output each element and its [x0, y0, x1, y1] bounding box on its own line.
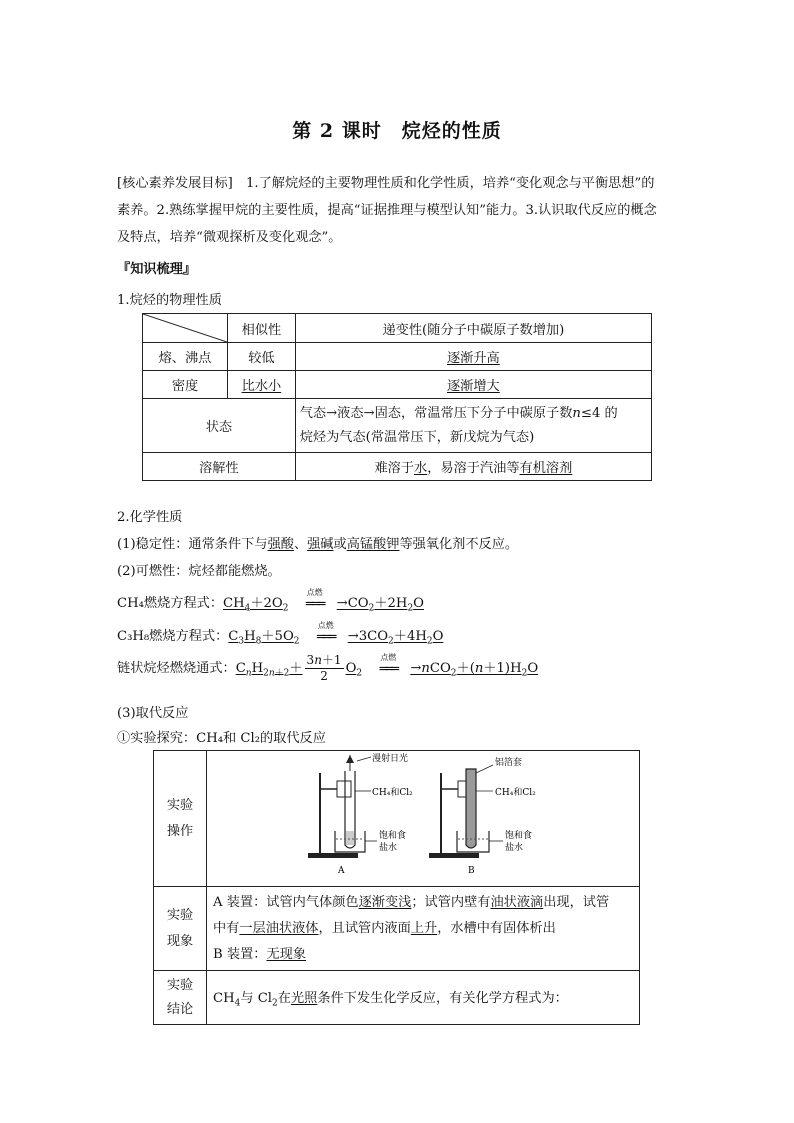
c3h8-eq-products: $\to 3CO_2+4H_2O$	[347, 629, 444, 647]
ignite-condition: 点燃 ═══	[293, 594, 337, 614]
section-badge-label: 知识梳理	[130, 262, 183, 277]
c3h8-eq-label: C₃H₈燃烧方程式：	[117, 629, 229, 644]
obs-a-mid: ；试管内壁有	[411, 894, 491, 910]
stability-or: 或	[333, 537, 347, 552]
ignite-condition: 点燃 ═══	[304, 627, 348, 647]
core-goals-paragraph	[117, 170, 657, 251]
ch4-eq-label: CH₄燃烧方程式：	[117, 596, 224, 611]
brine-label-a2: 盐水	[379, 843, 398, 853]
conclusion-text: $CH_4$与 $Cl_2$在光照条件下发生化学反应，有关化学方程式为：	[207, 971, 640, 1025]
obs-a-fade: 逐渐变浅	[358, 894, 412, 910]
diagonal-header-cell	[143, 314, 228, 343]
gas-label-a: CH₄和Cl₂	[372, 788, 413, 798]
conclusion-label	[154, 971, 207, 1025]
sol-2: ，易溶于汽油等	[427, 461, 520, 476]
gas-label-b: CH₄和Cl₂	[495, 788, 536, 798]
section-badge: 『知识梳理』	[117, 262, 197, 277]
oxygen-coefficient: $\frac{3n+1}{2}$	[306, 653, 342, 683]
apparatus-figure	[207, 751, 639, 886]
sol-1: 难溶于	[374, 461, 415, 476]
observation-text	[207, 887, 640, 971]
header-similar: 相似性	[228, 314, 296, 343]
general-eq-reactant: $C_nH_{2n+2}+$	[235, 661, 303, 679]
general-eq-o2: $O_2$	[345, 661, 363, 679]
obs-a-line2-3: ，水槽中有固体析出	[437, 920, 556, 936]
state-line-2: 烷烃为气态(常温常压下，新戊烷为气态)	[299, 429, 535, 445]
obs-b-prefix: B 装置：	[213, 946, 267, 962]
sunlight-label: 漫射日光	[372, 754, 409, 764]
obs-a-mid2: 出现，试管	[543, 894, 610, 910]
ch4-eq-reactants: $CH_4+2O_2$	[223, 596, 289, 614]
substitution-heading: (3)取代反应	[117, 706, 189, 721]
general-combustion-equation	[117, 653, 538, 684]
con-light: 光照	[290, 990, 318, 1006]
ch4-eq-products: $\to CO_2+2H_2O$	[336, 596, 424, 614]
ignite-label: 点燃	[317, 620, 334, 630]
stability-prefix: (1)稳定性：通常条件下与	[117, 537, 268, 552]
header-gradual: 递变性(随分子中碳原子数增加)	[295, 314, 651, 343]
obs-label-2: 现象	[166, 933, 194, 949]
gradual-density	[295, 371, 651, 399]
brine-label-b1: 饱和食	[505, 831, 533, 841]
state-line-1b: ≤4 的	[580, 405, 618, 421]
goals-label: [核心素养发展目标]	[117, 176, 233, 191]
con-2: 条件下发生化学反应，有关化学方程式为：	[317, 990, 568, 1006]
obs-label-1: 实验	[166, 907, 194, 923]
state-n: n	[572, 405, 581, 421]
observation-label	[154, 887, 207, 971]
stability-kmno4: 高锰酸钾	[346, 537, 400, 552]
obs-a-drops: 油状液滴	[490, 894, 544, 910]
state-label: 状态	[143, 399, 296, 453]
obs-b-none: 无现象	[266, 946, 307, 962]
obs-a-layer: 一层油状液体	[239, 920, 319, 936]
similar-density	[228, 371, 296, 399]
stability-acid: 强酸	[267, 537, 294, 552]
obs-a-line2-1: 中有	[213, 920, 240, 936]
solubility-text	[295, 453, 651, 481]
ch4-equation	[117, 587, 424, 614]
con-label-2: 结论	[166, 1001, 194, 1017]
obs-a-line2-2: ，且试管内液面	[318, 920, 411, 936]
chemical-properties-heading: 2.化学性质	[117, 510, 183, 525]
obs-a-prefix: A 装置：试管内气体颜色	[213, 894, 359, 910]
c3h8-equation	[117, 620, 444, 647]
sol-org: 有机溶剂	[519, 461, 573, 476]
stability-base: 强碱	[307, 537, 334, 552]
similar-density-text: 比水小	[241, 379, 282, 394]
experiment-heading: ①实验探究：CH₄和 Cl₂的取代反应	[117, 731, 326, 746]
label-a: A	[338, 866, 345, 876]
general-eq-label: 链状烷烃燃烧通式：	[117, 661, 236, 676]
state-text	[295, 399, 651, 453]
diagonal-line	[143, 314, 227, 342]
ignite-condition: 点燃 ═══	[366, 659, 410, 679]
stability-sep: 、	[293, 537, 308, 552]
c3h8-eq-reactants: $C_3H_8+5O_2$	[228, 629, 300, 647]
page-title: 第 2 课时 烷烃的性质	[292, 120, 502, 142]
foil-label: 铝箔套	[495, 758, 523, 768]
gradual-melting	[295, 343, 651, 371]
stability-suffix: 等强氧化剂不反应。	[399, 537, 519, 552]
general-eq-products: $\to nCO_2+(n+1)H_2O$	[410, 661, 539, 679]
experiment-table	[153, 750, 640, 1025]
brine-label-b2: 盐水	[505, 843, 524, 853]
brine-label-a1: 饱和食	[379, 831, 407, 841]
apparatus-a	[308, 755, 377, 858]
apparatus-figure-cell	[207, 751, 640, 887]
obs-a-rise: 上升	[410, 920, 438, 936]
gradual-melting-text: 逐渐升高	[447, 351, 500, 366]
gradual-density-text: 逐渐增大	[447, 379, 500, 394]
similar-melting: 较低	[228, 343, 296, 371]
prop-density: 密度	[143, 371, 228, 399]
prop-melting: 熔、沸点	[143, 343, 228, 371]
ignite-label: 点燃	[306, 587, 323, 597]
con-label-1: 实验	[166, 977, 194, 993]
sol-water: 水	[414, 461, 428, 476]
goals-text: 1.了解烷烃的主要物理性质和化学性质，培养“变化观念与平衡思想”的素养。2.熟练掌握甲烷的主要性质，提高“证据推理与模型认知”能力。3.认识取代反应的概念及特点，培养“微观探析及变化观念”。	[117, 176, 657, 245]
combustion-line: (2)可燃性：烷烃都能燃烧。	[117, 564, 281, 579]
op-label-2: 操作	[166, 823, 194, 839]
solubility-label: 溶解性	[143, 453, 296, 481]
physical-properties-table	[142, 313, 652, 481]
label-b: B	[468, 866, 475, 876]
con-1: 在	[277, 990, 291, 1006]
stability-line	[117, 533, 518, 552]
operation-label	[154, 751, 207, 887]
ignite-label: 点燃	[380, 652, 397, 662]
op-label-1: 实验	[166, 797, 194, 813]
physical-properties-heading: 1.烷烃的物理性质	[117, 293, 222, 308]
state-line-1a: 气态→液态→固态，常温常压下分子中碳原子数	[299, 405, 573, 421]
apparatus-b	[429, 765, 503, 858]
